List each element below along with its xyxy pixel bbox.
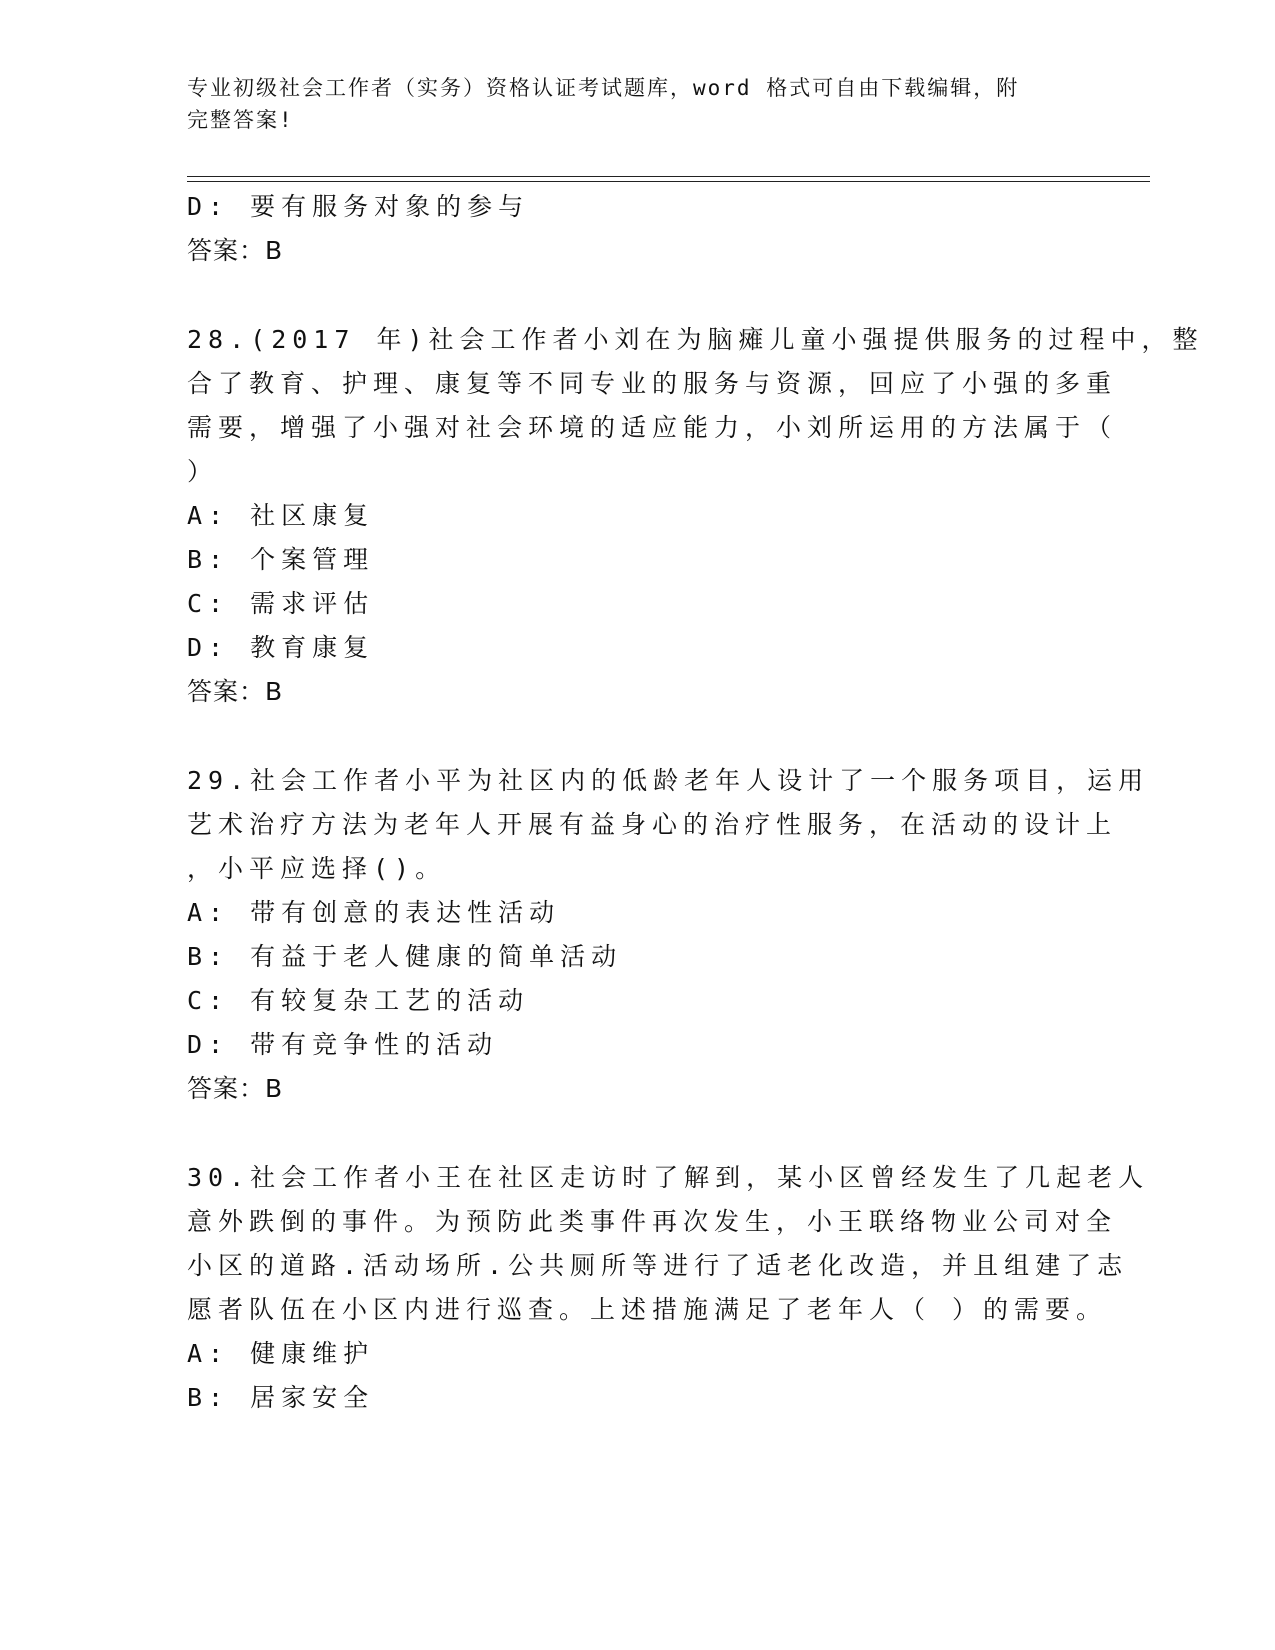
question-30-line: 小区的道路.活动场所.公共厕所等进行了适老化改造，并且组建了志 xyxy=(187,1251,1129,1280)
question-28-line: ） xyxy=(187,457,219,486)
header-divider-top xyxy=(187,176,1150,177)
question-28-option-a: A: 社区康复 xyxy=(187,501,375,530)
question-28-option-d: D: 教育康复 xyxy=(187,633,375,662)
header-divider-bottom xyxy=(187,181,1150,182)
question-30-option-a: A: 健康维护 xyxy=(187,1339,375,1368)
question-28-option-b: B: 个案管理 xyxy=(187,545,375,574)
question-29-line: 29.社会工作者小平为社区内的低龄老年人设计了一个服务项目，运用 xyxy=(187,766,1150,795)
question-29-option-d: D: 带有竞争性的活动 xyxy=(187,1030,499,1059)
question-28-answer: 答案：B xyxy=(187,677,284,706)
question-28-option-c: C: 需求评估 xyxy=(187,589,375,618)
question-30-line: 愿者队伍在小区内进行巡查。上述措施满足了老年人（ ）的需要。 xyxy=(187,1295,1108,1324)
question-30-option-b: B: 居家安全 xyxy=(187,1383,375,1412)
question-28-line: 需要，增强了小强对社会环境的适应能力，小刘所运用的方法属于（ xyxy=(187,413,1118,442)
question-28-line: 合了教育、护理、康复等不同专业的服务与资源，回应了小强的多重 xyxy=(187,369,1118,398)
prev-option-d: D: 要有服务对象的参与 xyxy=(187,192,530,221)
question-30-line: 意外跌倒的事件。为预防此类事件再次发生，小王联络物业公司对全 xyxy=(187,1207,1118,1236)
question-29-option-a: A: 带有创意的表达性活动 xyxy=(187,898,561,927)
question-29-line: 艺术治疗方法为老年人开展有益身心的治疗性服务，在活动的设计上 xyxy=(187,810,1118,839)
document-header xyxy=(187,72,1087,136)
header-line-1: 专业初级社会工作者（实务）资格认证考试题库，word 格式可自由下载编辑，附 xyxy=(187,76,1020,100)
question-29-answer: 答案：B xyxy=(187,1074,284,1103)
question-29-option-c: C: 有较复杂工艺的活动 xyxy=(187,986,530,1015)
question-29-line: ，小平应选择()。 xyxy=(187,854,447,883)
question-28-line: 28.(2017 年)社会工作者小刘在为脑瘫儿童小强提供服务的过程中，整 xyxy=(187,325,1204,354)
header-line-2: 完整答案! xyxy=(187,108,294,132)
question-30-line: 30.社会工作者小王在社区走访时了解到，某小区曾经发生了几起老人 xyxy=(187,1163,1150,1192)
question-29-option-b: B: 有益于老人健康的简单活动 xyxy=(187,942,623,971)
prev-answer: 答案：B xyxy=(187,236,284,265)
